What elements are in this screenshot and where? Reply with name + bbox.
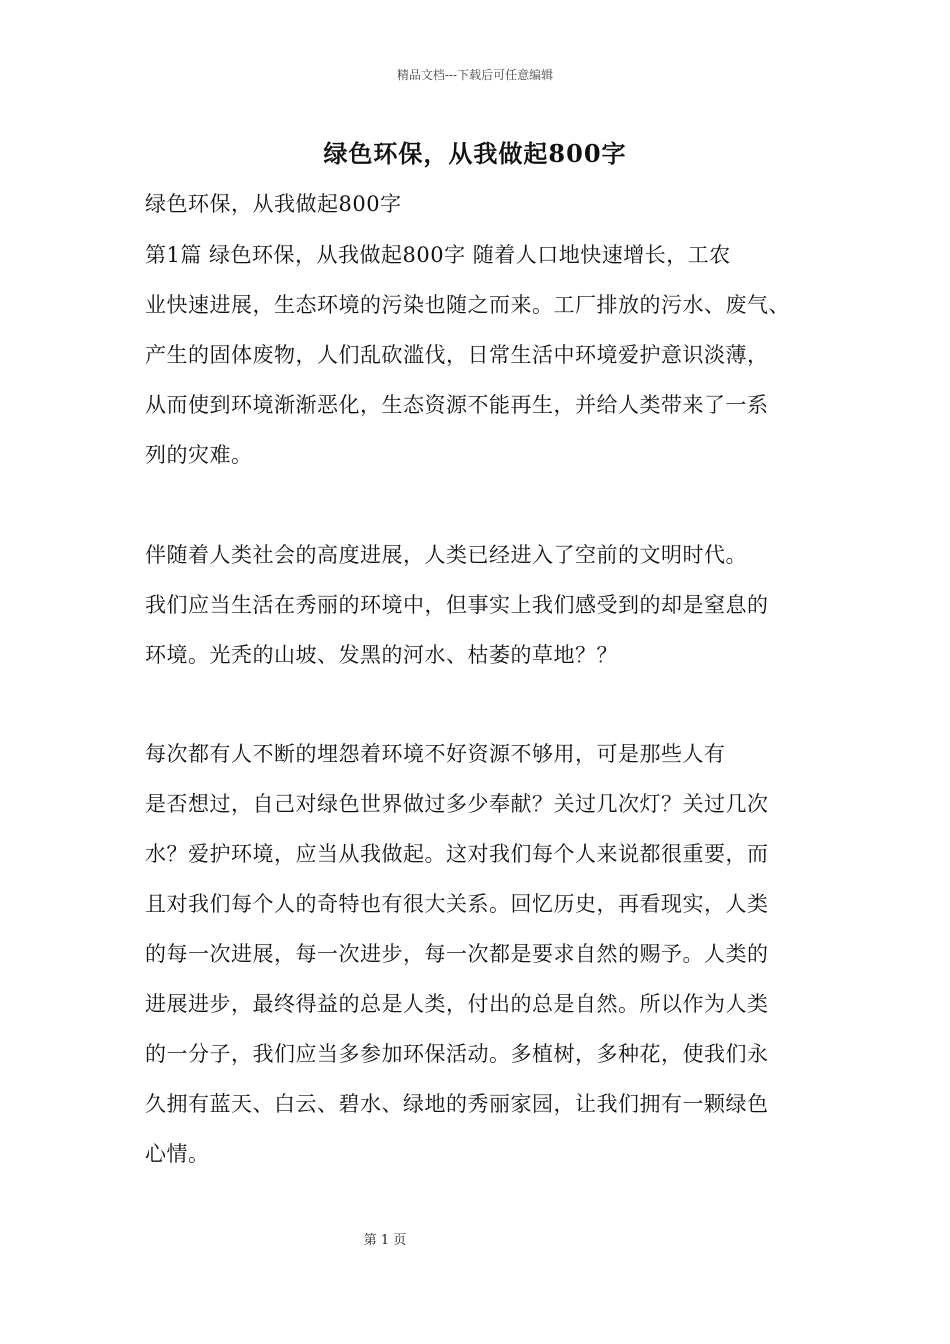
paragraph-1-line-3: 产生的固体废物，人们乱砍滥伐，日常生活中环境爱护意识淡薄， — [145, 343, 769, 367]
document-subtitle: 绿色环保，从我做起800字 — [145, 192, 402, 216]
paragraph-2-line-2: 我们应当生活在秀丽的环境中，但事实上我们感受到的却是窒息的 — [145, 593, 769, 617]
paragraph-3-line-8: 久拥有蓝天、白云、碧水、绿地的秀丽家园，让我们拥有一颗绿色 — [145, 1092, 769, 1116]
paragraph-3-line-2: 是否想过，自己对绿色世界做过多少奉献？关过几次灯？关过几次 — [145, 792, 769, 816]
paragraph-1-line-4: 从而使到环境渐渐恶化，生态资源不能再生，并给人类带来了一系 — [145, 393, 769, 417]
paragraph-3-line-1: 每次都有人不断的埋怨着环境不好资源不够用，可是那些人有 — [145, 742, 726, 766]
paragraph-3-line-5: 的每一次进展，每一次进步，每一次都是要求自然的赐予。人类的 — [145, 942, 769, 966]
page-number: 第 1 页 — [363, 1233, 407, 1248]
paragraph-3-line-4: 且对我们每个人的奇特也有很大关系。回忆历史，再看现实，人类 — [145, 892, 769, 916]
paragraph-2-line-3: 环境。光秃的山坡、发黑的河水、枯萎的草地？？ — [145, 643, 618, 667]
paragraph-3-line-7: 的一分子，我们应当多参加环保活动。多植树，多种花，使我们永 — [145, 1042, 769, 1066]
paragraph-3-line-6: 进展进步，最终得益的总是人类，付出的总是自然。所以作为人类 — [145, 992, 769, 1016]
paragraph-3-line-9: 心情。 — [145, 1142, 210, 1166]
paragraph-1-line-2: 业快速进展，生态环境的污染也随之而来。工厂排放的污水、废气、 — [145, 293, 790, 317]
paragraph-1-line-5: 列的灾难。 — [145, 443, 253, 467]
paragraph-2-line-1: 伴随着人类社会的高度进展，人类已经进入了空前的文明时代。 — [145, 543, 747, 567]
paragraph-3-line-3: 水？爱护环境，应当从我做起。这对我们每个人来说都很重要，而 — [145, 842, 769, 866]
document-title: 绿色环保，从我做起800字 — [323, 139, 627, 168]
page-header: 精品文档---下载后可任意编辑 — [396, 68, 554, 82]
paragraph-1-line-1: 第1篇 绿色环保，从我做起800字 随着人口地快速增长，工农 — [145, 243, 731, 267]
